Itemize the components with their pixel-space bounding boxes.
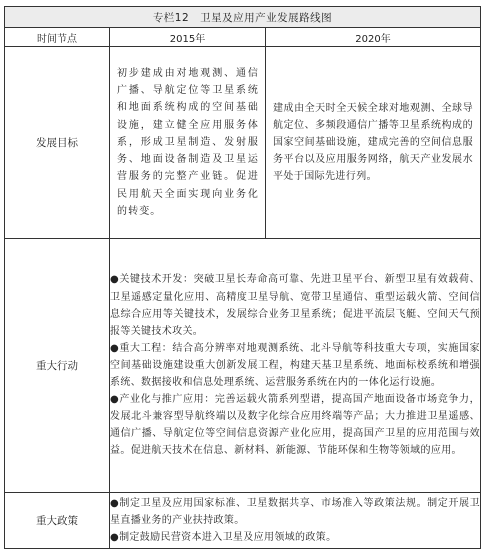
goals-2015-text: 初步建成由对地观测、通信广播、导航定位等卫星系统和地面系统构成的空间基础设施，建立健全应用服务体系，形成卫星制造、发射服务、地面设备制造及卫星运营服务的完整产业链。促进民用航天全面实现向业务化的转变。 (117, 68, 259, 217)
policy-row (5, 493, 481, 549)
goals-row (5, 47, 481, 239)
list-item (110, 340, 480, 391)
header-2020: 2020年 (266, 28, 481, 47)
actions-label: 重大行动 (5, 239, 110, 493)
title-row (5, 7, 481, 28)
header-row (5, 28, 481, 47)
header-2015: 2015年 (110, 28, 266, 47)
action-item-text: 重大工程：结合高分辨率对地观测系统、北斗导航等科技重大专项，实施国家空间基础设施建设重大创新发展工程，构建天基卫星系统、地面标校系统和增强系统、数据接收和信息处理系统、运营服务系统在内的一体化运行设施。 (110, 342, 480, 389)
goals-2015-cell (110, 47, 266, 239)
actions-row (5, 239, 481, 493)
bullet-icon: ● (110, 342, 120, 354)
goals-2020-text: 建成由全天时全天候全球对地观测、全球导航定位、多频段通信广播等卫星系统构成的国家空间基础设施，建成完善的空间信息服务平台以及应用服务网络，航天产业发展水平处于国际先进行列。 (273, 103, 473, 182)
bullet-icon: ● (110, 274, 120, 286)
list-item (110, 271, 480, 339)
list-item (110, 391, 480, 459)
list-item (110, 495, 480, 529)
table-title: 专栏12 卫星及应用产业发展路线图 (152, 11, 333, 24)
bullet-icon: ● (110, 532, 120, 543)
bullet-icon: ● (110, 394, 120, 406)
policy-cell (110, 493, 481, 549)
list-item (110, 529, 480, 546)
policy-item-text: 制定鼓励民营资本进入卫星及应用领域的政策。 (119, 532, 337, 543)
policy-item-text: 制定卫星及应用国家标准、卫星数据共享、市场准入等政策法规。制定开展卫星直播业务的产业扶持政策。 (110, 498, 480, 526)
actions-cell (110, 239, 481, 493)
goals-2020-cell (266, 47, 481, 239)
roadmap-table (4, 6, 481, 549)
goals-label: 发展目标 (5, 47, 110, 239)
policy-label: 重大政策 (5, 493, 110, 549)
bullet-icon: ● (110, 498, 120, 509)
action-item-text: 关键技术开发：突破卫星长寿命高可靠、先进卫星平台、新型卫星有效载荷、卫星遥感定量化应用、高精度卫星导航、宽带卫星通信、重型运载火箭、空间信息综合应用等关键技术，发展综合业务卫星系统；促进平流层飞艇、空间天气预报等关键技术攻关。 (110, 274, 480, 337)
action-item-text: 产业化与推广应用：完善运载火箭系列型谱，提高国产地面设备市场竞争力，发展北斗兼容型导航终端以及数字化综合应用终端等产品；大力推进卫星遥感、通信广播、导航定位等空间信息资源产业化应用，提高国产卫星的应用范围与效益。促进航天技术在信息、新材料、新能源、节能环保和生物等领域的应用。 (110, 394, 480, 457)
table-title-cell (5, 7, 481, 28)
header-time: 时间节点 (5, 28, 110, 47)
